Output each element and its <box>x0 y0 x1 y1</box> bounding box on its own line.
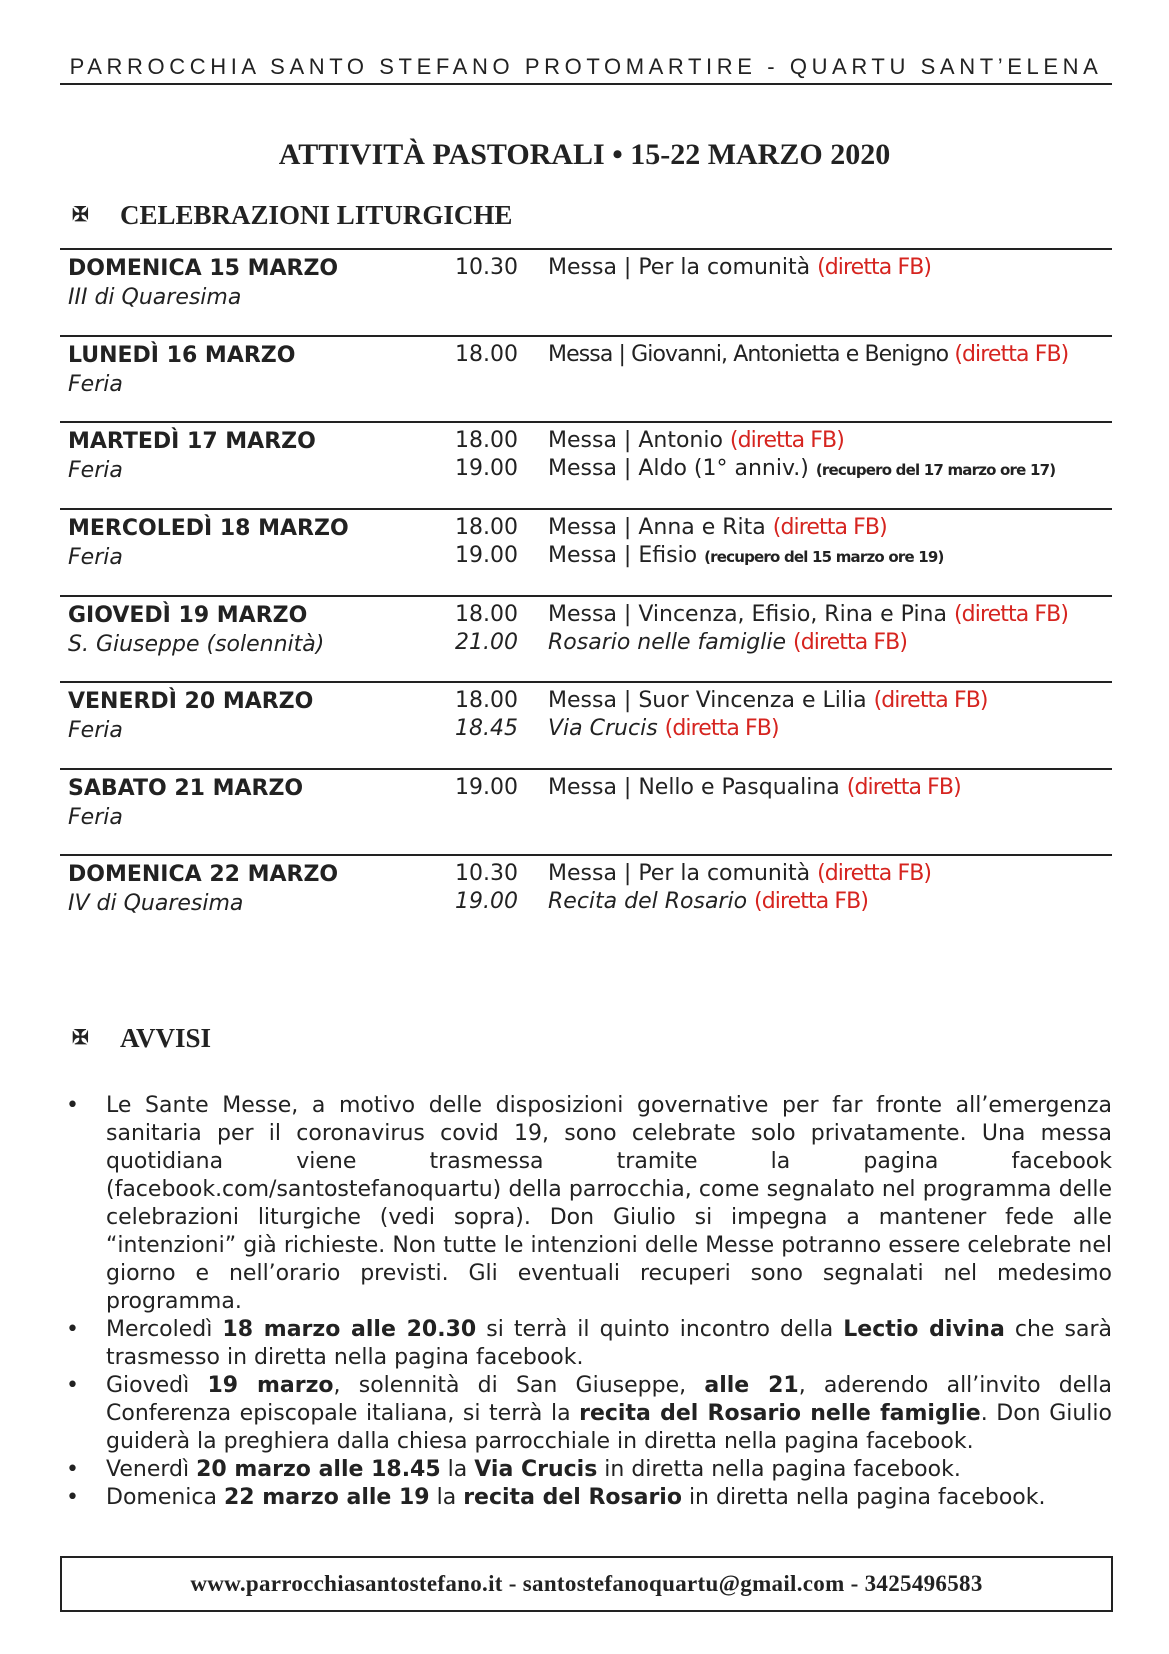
day-row <box>60 508 1112 600</box>
event <box>548 629 1068 657</box>
notice-highlight: 18 marzo alle 20.30 <box>222 1317 477 1342</box>
section-heading-notices <box>72 1023 211 1054</box>
contact-footer: www.parrocchiasantostefano.it - santostefanoquartu@gmail.com - 3425496583 <box>60 1556 1113 1612</box>
notice-item <box>60 1372 1112 1456</box>
day-name: MERCOLEDÌ 18 MARZO <box>68 516 349 541</box>
notice-text: la <box>429 1485 464 1510</box>
day-name: MARTEDÌ 17 MARZO <box>68 429 316 454</box>
day-row <box>60 335 1112 427</box>
event-time: 10.30 <box>455 255 518 280</box>
notice-text: Domenica <box>106 1485 224 1510</box>
day-subtitle: S. Giuseppe (solennità) <box>68 632 325 657</box>
day-name: DOMENICA 15 MARZO <box>68 256 339 281</box>
section-heading-liturgy-text: CELEBRAZIONI LITURGICHE <box>120 200 513 230</box>
notice-highlight: 20 marzo alle 18.45 <box>196 1457 441 1482</box>
notice-text: in diretta nella pagina facebook. <box>597 1457 961 1482</box>
day-row <box>60 854 1112 946</box>
event <box>548 254 931 282</box>
event <box>548 514 944 542</box>
event-text: Messa | Giovanni, Antonietta e Benigno <box>548 342 949 367</box>
section-heading-liturgy <box>72 200 512 231</box>
notice-highlight: recita del Rosario nelle famiglie <box>579 1401 981 1426</box>
event-text: Messa | Aldo (1° anniv.) <box>548 456 809 481</box>
event <box>548 601 1068 629</box>
day-row <box>60 248 1112 340</box>
notice-highlight: 22 marzo alle 19 <box>224 1485 430 1510</box>
parish-header: PARROCCHIA SANTO STEFANO PROTOMARTIRE - QUARTU SANT’ELENA <box>69 54 1103 79</box>
day-name: SABATO 21 MARZO <box>68 776 304 801</box>
day-subtitle: Feria <box>68 545 123 570</box>
event <box>548 455 1055 484</box>
notice-item <box>60 1484 1112 1512</box>
event-live-note: (diretta FB) <box>873 688 988 713</box>
event <box>548 715 988 743</box>
event-time: 19.00 <box>455 889 518 914</box>
page-title: ATTIVITÀ PASTORALI • 15-22 MARZO 2020 <box>278 138 891 171</box>
event-time: 18.00 <box>455 688 518 713</box>
event-time: 19.00 <box>455 543 518 568</box>
event-text: Messa | Nello e Pasqualina <box>548 775 840 800</box>
notice-text: , aderendo all’invito della Conferenza episcopale italiana, si terrà la <box>106 1373 1112 1426</box>
notice-item <box>60 1092 1112 1316</box>
notice-text: Giovedì <box>106 1373 208 1398</box>
day-subtitle: III di Quaresima <box>68 285 242 310</box>
event-live-note: (diretta FB) <box>953 602 1068 627</box>
day-subtitle: Feria <box>68 372 123 397</box>
day-subtitle: IV di Quaresima <box>68 891 244 916</box>
notices-list <box>60 1092 1112 1512</box>
event <box>548 341 1068 369</box>
event-text: Messa | Anna e Rita <box>548 515 766 540</box>
fleur-icon: ✠ <box>72 1027 89 1049</box>
event-time: 10.30 <box>455 861 518 886</box>
notice-text: Mercoledì <box>106 1317 223 1342</box>
notice-text: , solennità di San Giuseppe, <box>333 1373 705 1398</box>
notice-text: Venerdì <box>106 1457 197 1482</box>
event-time: 21.00 <box>455 630 518 655</box>
event-text: Recita del Rosario <box>548 889 748 914</box>
event-live-note: (diretta FB) <box>772 515 887 540</box>
event-live-note: (diretta FB) <box>729 428 844 453</box>
event <box>548 687 988 715</box>
day-name: GIOVEDÌ 19 MARZO <box>68 603 308 628</box>
notice-highlight: Via Crucis <box>474 1457 598 1482</box>
notice-text: in diretta nella pagina facebook. <box>681 1485 1046 1510</box>
day-row <box>60 681 1112 773</box>
section-heading-notices-text: AVVISI <box>120 1023 212 1053</box>
day-row <box>60 768 1112 860</box>
bullet-icon: • <box>66 1317 79 1342</box>
bullet-icon: • <box>66 1093 79 1118</box>
notice-highlight: recita del Rosario <box>463 1485 682 1510</box>
event <box>548 427 1055 455</box>
notice-item <box>60 1456 1112 1484</box>
notice-text: . Don Giulio guiderà la preghiera dalla chiesa parrocchiale in diretta nella pagina facebook. <box>106 1401 1112 1454</box>
day-row <box>60 421 1112 513</box>
event-text: Messa | Vincenza, Efisio, Rina e Pina <box>548 602 947 627</box>
event-recovery-note: (recupero del 17 marzo ore 17) <box>815 461 1056 479</box>
bullet-icon: • <box>66 1457 79 1482</box>
notice-highlight: alle 21 <box>704 1373 799 1398</box>
notice-text: la <box>440 1457 475 1482</box>
event <box>548 542 944 571</box>
event-live-note: (diretta FB) <box>817 861 932 886</box>
day-subtitle: Feria <box>68 718 123 743</box>
event-live-note: (diretta FB) <box>793 630 908 655</box>
header-rule <box>60 83 1112 85</box>
event-time: 18.00 <box>455 428 518 453</box>
event <box>548 860 931 888</box>
event-text: Via Crucis <box>548 716 658 741</box>
day-subtitle: Feria <box>68 805 123 830</box>
bullet-icon: • <box>66 1373 79 1398</box>
event-live-note: (diretta FB) <box>664 716 779 741</box>
event-text: Messa | Per la comunità <box>548 255 811 280</box>
event-recovery-note: (recupero del 15 marzo ore 19) <box>704 548 944 566</box>
bullet-icon: • <box>66 1485 79 1510</box>
event-time: 19.00 <box>455 456 518 481</box>
event-text: Rosario nelle famiglie <box>548 630 787 655</box>
event-time: 18.00 <box>455 602 518 627</box>
day-name: VENERDÌ 20 MARZO <box>68 689 314 714</box>
day-row <box>60 595 1112 687</box>
event-text: Messa | Efisio <box>548 543 698 568</box>
notice-highlight: 19 marzo <box>207 1373 334 1398</box>
notice-text: si terrà il quinto incontro della <box>476 1317 844 1342</box>
event-time: 18.00 <box>455 342 518 367</box>
day-name: LUNEDÌ 16 MARZO <box>68 343 296 368</box>
event-live-note: (diretta FB) <box>817 255 932 280</box>
event-live-note: (diretta FB) <box>846 775 961 800</box>
event <box>548 888 931 916</box>
event-live-note: (diretta FB) <box>954 342 1069 367</box>
event-time: 18.45 <box>455 716 518 741</box>
fleur-icon: ✠ <box>72 204 89 226</box>
event-live-note: (diretta FB) <box>754 889 869 914</box>
event <box>548 774 961 802</box>
notice-text: Le Sante Messe, a motivo delle disposizioni governative per far fronte all’emergenza sanitaria per il coronavirus covid 19, sono celebrate solo privatamente. Una messa quotidiana viene trasmessa tramite la pagina facebook (facebook.com/santostefanoquartu) della parrocchia, come segnalato nel programma delle celebrazioni liturgiche (vedi sopra). Don Giulio si impegna a mantener fede alle “intenzioni” già richieste. Non tutte le intenzioni delle Messe potranno essere celebrate nel giorno e nell’orario previsti. Gli eventuali recuperi sono segnalati nel medesimo programma. <box>106 1093 1112 1314</box>
notice-text: che sarà trasmesso in diretta nella pagina facebook. <box>106 1317 1112 1370</box>
notice-highlight: Lectio divina <box>843 1317 1005 1342</box>
day-name: DOMENICA 22 MARZO <box>68 862 339 887</box>
notice-item <box>60 1316 1112 1372</box>
event-time: 19.00 <box>455 775 518 800</box>
event-time: 18.00 <box>455 515 518 540</box>
event-text: Messa | Per la comunità <box>548 861 811 886</box>
event-text: Messa | Suor Vincenza e Lilia <box>548 688 867 713</box>
event-text: Messa | Antonio <box>548 428 723 453</box>
day-subtitle: Feria <box>68 458 123 483</box>
